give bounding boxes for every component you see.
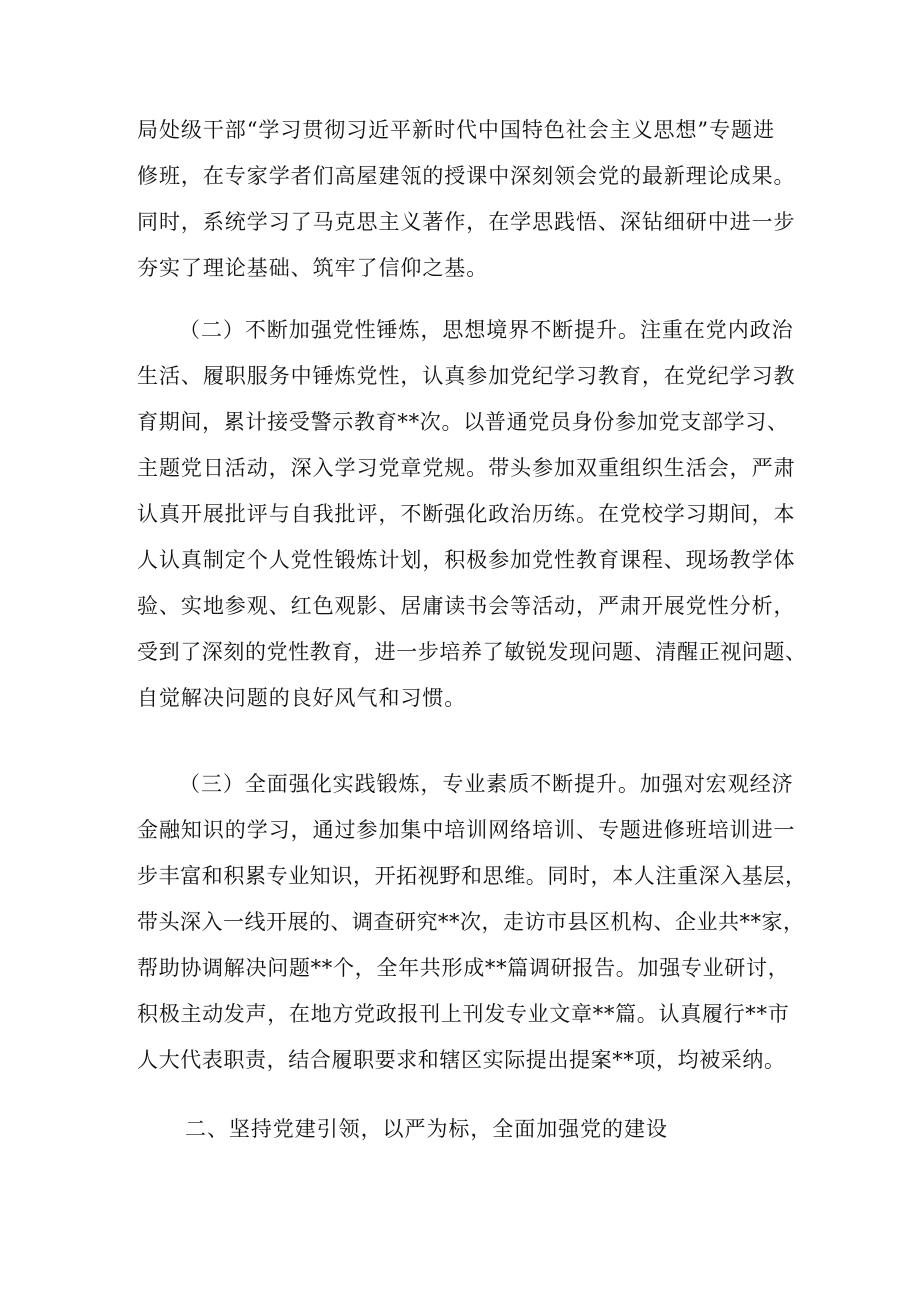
text-line: 积极主动发声，在地方党政报刊上刊发专业文章**篇。认真履行**市: [137, 1002, 790, 1026]
text-line: 主题党日活动，深入学习党章党规。带头参加双重组织生活会，严肃: [137, 456, 796, 480]
text-line: 修班，在专家学者们高屋建瓴的授课中深刻领会党的最新理论成果。: [137, 164, 796, 188]
section-heading: 二、坚持党建引领，以严为标，全面加强党的建设: [185, 1117, 668, 1141]
text-line: 验、实地参观、红色观影、居庸读书会等活动，严肃开展党性分析，: [137, 594, 796, 618]
text-line: （二）不断加强党性锤炼，思想境界不断提升。注重在党内政治: [179, 318, 794, 342]
text-line: 育期间，累计接受警示教育**次。以普通党员身份参加党支部学习、: [137, 410, 789, 434]
text-line: 人认真制定个人党性锻炼计划，积极参加党性教育课程、现场教学体: [137, 548, 796, 572]
text-line: 自觉解决问题的良好风气和习惯。: [137, 686, 467, 710]
text-line: 步丰富和积累专业知识，开拓视野和思维。同时，本人注重深入基层，: [137, 864, 807, 888]
text-line: 同时，系统学习了马克思主义著作，在学思践悟、深钻细研中进一步: [137, 210, 796, 234]
text-line: 夯实了理论基础、筑牢了信仰之基。: [137, 256, 489, 280]
paragraph-1: [137, 107, 802, 291]
text-line: （三）全面强化实践锻炼，专业素质不断提升。加强对宏观经济: [179, 772, 794, 796]
text-line: 带头深入一线开展的、调查研究**次，走访市县区机构、企业共**家，: [137, 910, 805, 934]
paragraph-3: [137, 761, 807, 1083]
paragraph-2: [137, 307, 807, 721]
text-line: 生活、履职服务中锤炼党性，认真参加党纪学习教育，在党纪学习教: [137, 364, 796, 388]
text-line: 局处级干部“学习贯彻习近平新时代中国特色社会主义思想”专题进: [137, 118, 775, 142]
text-line: 帮助协调解决问题**个，全年共形成**篇调研报告。加强专业研讨，: [137, 956, 790, 980]
text-line: 人大代表职责，结合履职要求和辖区实际提出提案**项，均被采纳。: [137, 1048, 786, 1072]
text-line: 金融知识的学习，通过参加集中培训网络培训、专题进修班培训进一: [137, 818, 796, 842]
text-line: 受到了深刻的党性教育，进一步培养了敏锐发现问题、清醒正视问题、: [137, 640, 807, 664]
text-line: 认真开展批评与自我批评，不断强化政治历练。在党校学习期间，本: [137, 502, 796, 526]
